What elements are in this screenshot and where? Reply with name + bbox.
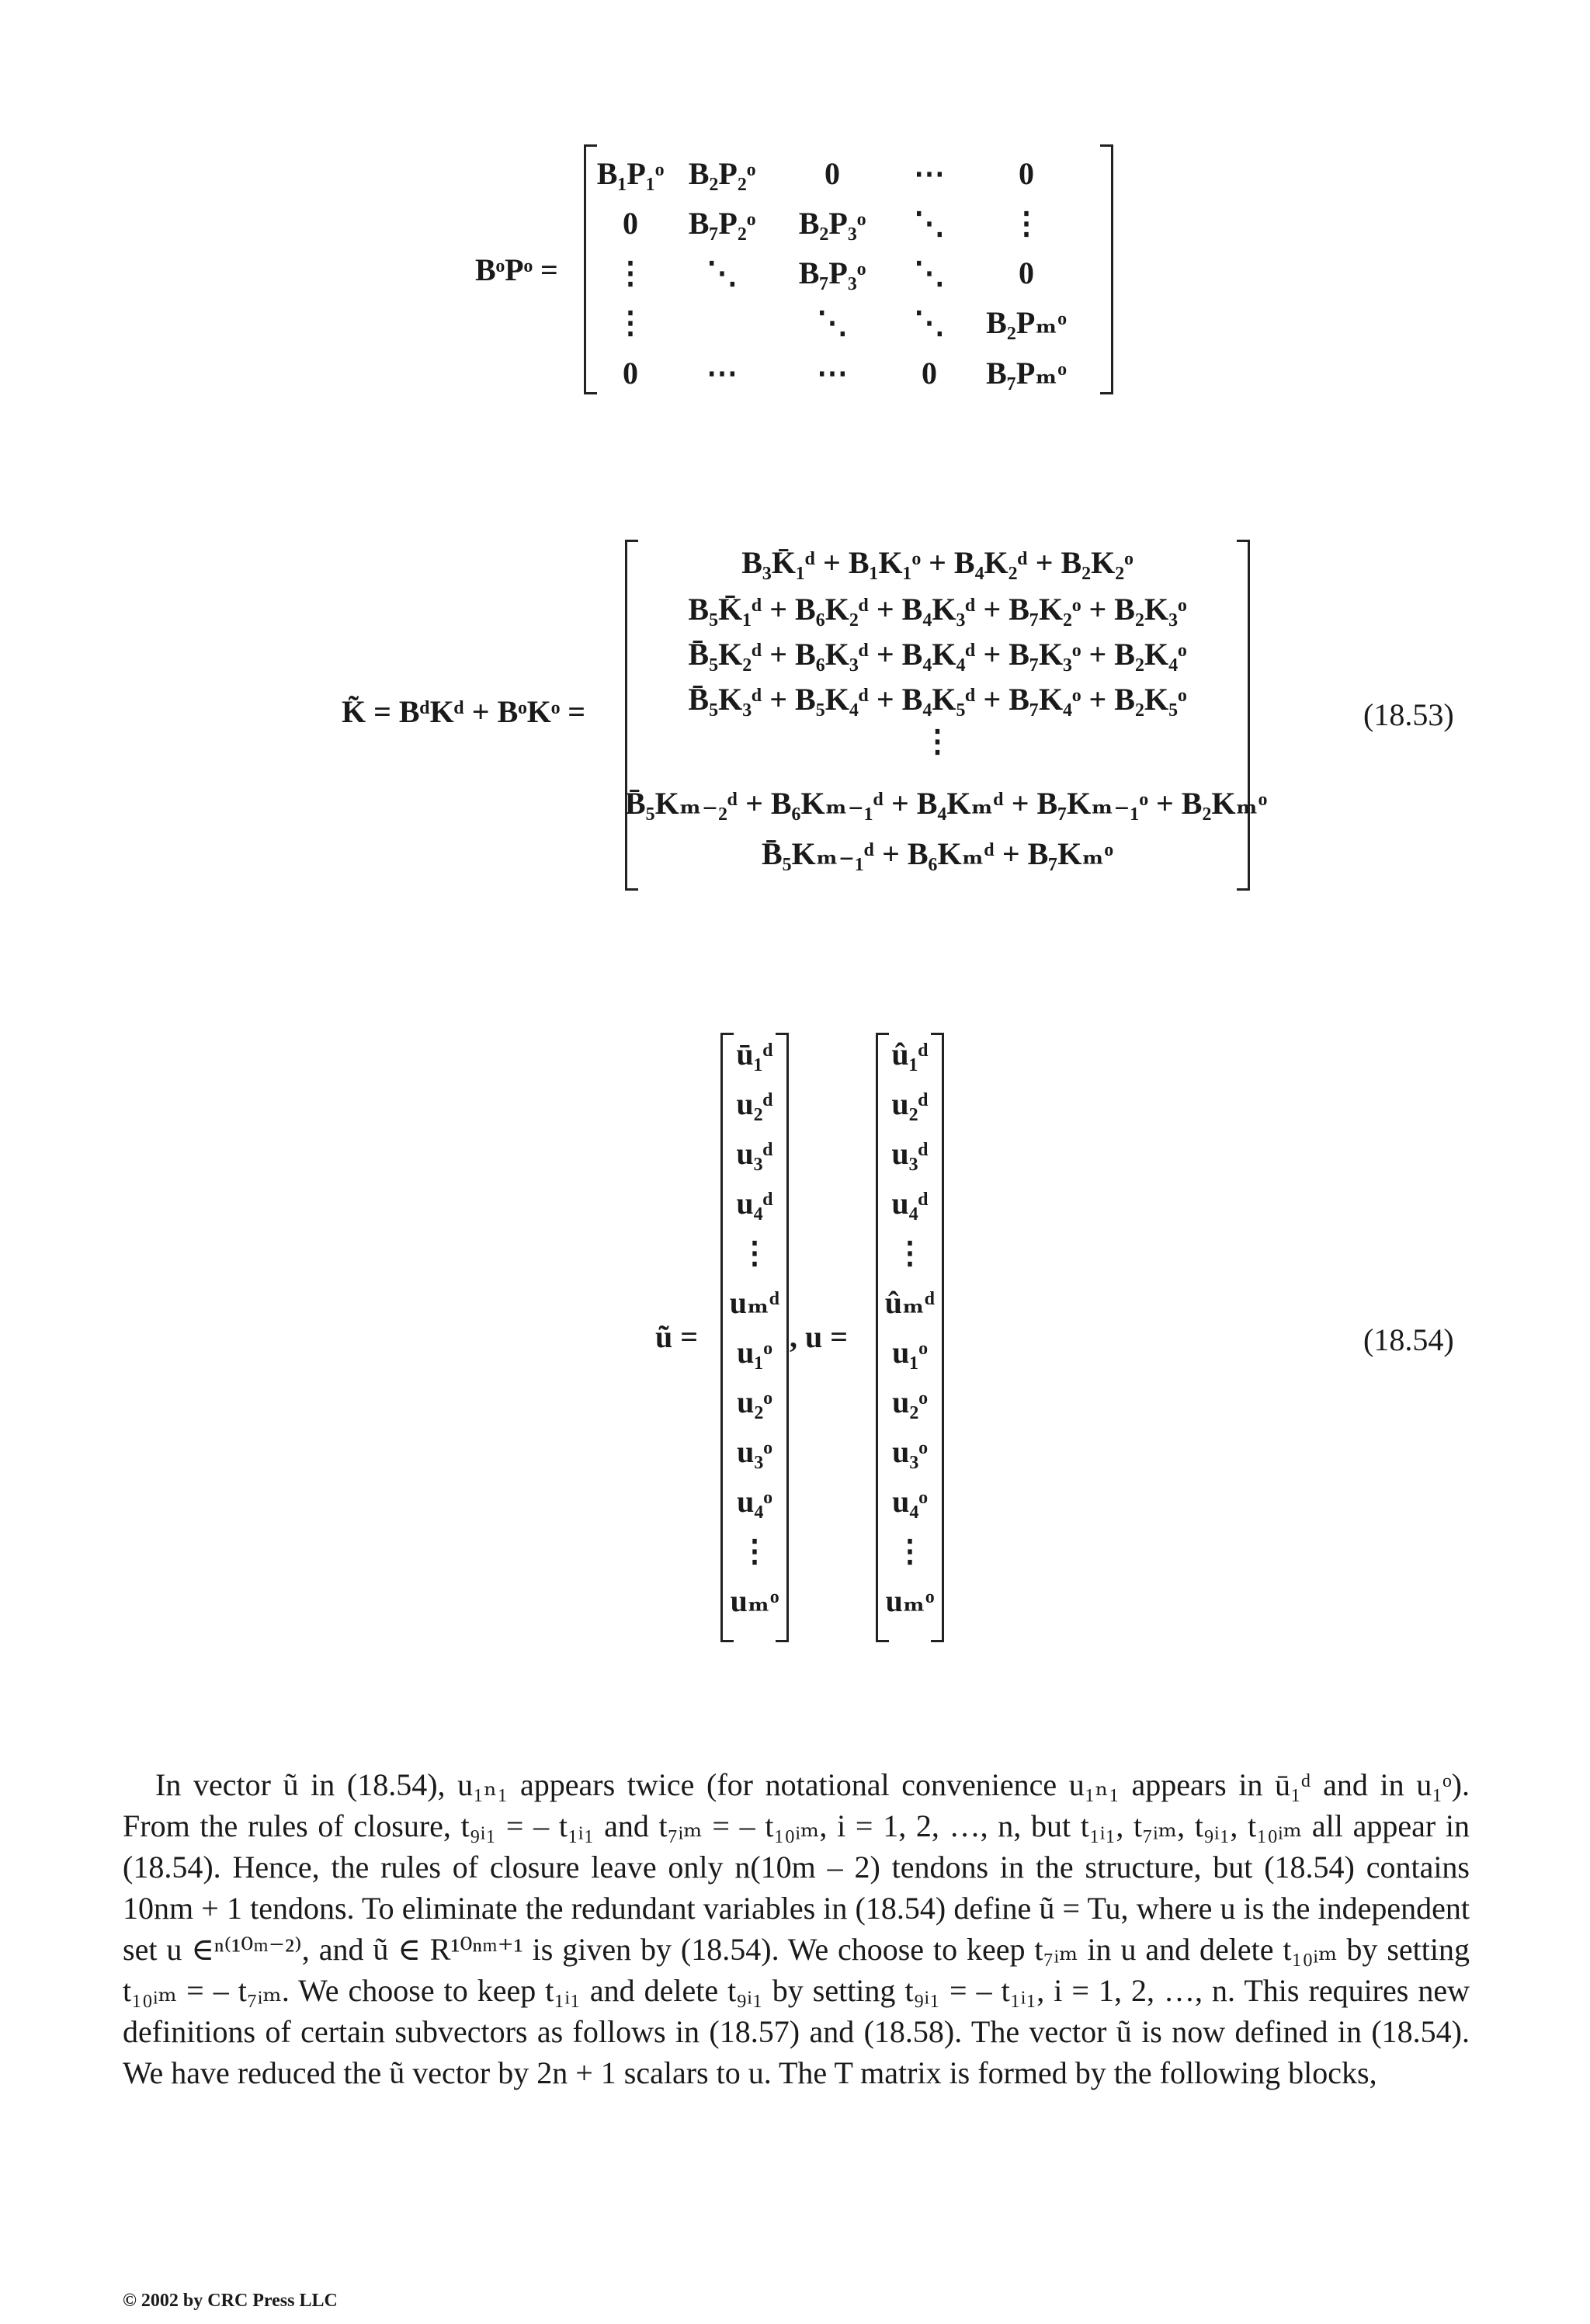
- vector-entry: ûₘᵈ: [884, 1285, 936, 1320]
- body-paragraph: [123, 1764, 1470, 2093]
- vector-entry: ⋮: [894, 1235, 925, 1270]
- bp-matrix: [584, 144, 1113, 394]
- vector-entry: u₄ᵈ: [891, 1186, 929, 1221]
- vector-entry: u₃ᵒ: [737, 1434, 772, 1469]
- vector-entry: u₃ᵈ: [891, 1136, 929, 1171]
- matrix-row: B₃K̄₁ᵈ + B₁K₁ᵒ + B₄K₂ᵈ + B₂K₂ᵒ: [741, 545, 1133, 580]
- matrix-row: B₅K̄₁ᵈ + B₆K₂ᵈ + B₄K₃ᵈ + B₇K₂ᵒ + B₂K₃ᵒ: [688, 592, 1187, 627]
- matrix-cell: B₇P₃ᵒ: [798, 255, 866, 290]
- matrix-cell: 0: [1019, 255, 1034, 290]
- vector-entry: uₘᵈ: [729, 1285, 780, 1320]
- matrix-cell: ⋯: [817, 356, 848, 391]
- matrix-cell: ⋱: [914, 206, 945, 241]
- matrix-cell: 0: [825, 156, 840, 191]
- vector-entry: u₁ᵒ: [737, 1335, 772, 1370]
- matrix-cell: ⋱: [817, 305, 848, 340]
- u-entries: [876, 1033, 944, 1642]
- vector-entry: ⋮: [739, 1534, 770, 1568]
- vector-entry: u₄ᵒ: [737, 1484, 772, 1519]
- bp-grid: [584, 144, 1113, 394]
- vector-entry: u₃ᵒ: [892, 1434, 928, 1469]
- matrix-cell: B₂P₃ᵒ: [798, 206, 866, 241]
- matrix-cell: ⋮: [615, 305, 646, 340]
- vector-entry: u₃ᵈ: [736, 1136, 773, 1171]
- matrix-cell: 0: [922, 356, 937, 391]
- u-vector: [876, 1033, 944, 1642]
- matrix-cell: 0: [623, 206, 638, 241]
- k-lhs: K̃ = BᵈKᵈ + BᵒKᵒ =: [342, 694, 586, 729]
- matrix-cell: ⋮: [1011, 206, 1042, 241]
- matrix-cell: B₁P₁ᵒ: [596, 156, 665, 191]
- vector-entry: u₂ᵈ: [891, 1086, 929, 1121]
- vector-entry: u₄ᵒ: [892, 1484, 928, 1519]
- vector-entry: ⋮: [739, 1235, 770, 1270]
- equation-number-18-54: (18.54): [1363, 1322, 1454, 1357]
- matrix-row: B̄₅K₂ᵈ + B₆K₃ᵈ + B₄K₄ᵈ + B₇K₃ᵒ + B₂K₄ᵒ: [688, 637, 1187, 672]
- vector-entry: ⋮: [894, 1534, 925, 1568]
- matrix-cell: 0: [623, 356, 638, 391]
- equation-number-18-53: (18.53): [1363, 697, 1454, 732]
- vector-entry: uₘᵒ: [730, 1583, 779, 1618]
- matrix-cell: ⋯: [706, 356, 738, 391]
- matrix-row: B̄₅Kₘ₋₁ᵈ + B₆Kₘᵈ + B₇Kₘᵒ: [761, 836, 1114, 871]
- vector-entry: uₘᵒ: [885, 1583, 935, 1618]
- matrix-row: B̄₅K₃ᵈ + B₅K₄ᵈ + B₄K₅ᵈ + B₇K₄ᵒ + B₂K₅ᵒ: [688, 682, 1187, 717]
- k-matrix: [625, 540, 1268, 891]
- matrix-cell: B₂P₂ᵒ: [688, 156, 756, 191]
- matrix-row: B̄₅Kₘ₋₂ᵈ + B₆Kₘ₋₁ᵈ + B₄Kₘᵈ + B₇Kₘ₋₁ᵒ + B₂Kₘᵒ: [625, 786, 1268, 821]
- u-lhs: , u =: [790, 1319, 849, 1354]
- matrix-cell: B₂Pₘᵒ: [986, 305, 1067, 340]
- k-rows: [625, 540, 1268, 891]
- matrix-cell: 0: [1019, 156, 1034, 191]
- vector-entry: u₂ᵈ: [736, 1086, 773, 1121]
- matrix-row: ⋮: [922, 724, 953, 759]
- vector-entry: u₁ᵒ: [892, 1335, 928, 1370]
- matrix-cell: ⋮: [615, 255, 646, 290]
- vector-entry: u₄ᵈ: [736, 1186, 773, 1221]
- u-tilde-vector: [720, 1033, 789, 1642]
- u-tilde-lhs: ũ =: [655, 1319, 699, 1354]
- matrix-cell: B₇P₂ᵒ: [688, 206, 756, 241]
- copyright-footer: © 2002 by CRC Press LLC: [123, 2291, 338, 2311]
- vector-entry: û₁ᵈ: [891, 1037, 929, 1072]
- matrix-cell: ⋯: [914, 156, 945, 191]
- vector-entry: ū₁ᵈ: [736, 1037, 773, 1072]
- vector-entry: u₂ᵒ: [892, 1384, 928, 1419]
- bp-lhs: BᵒPᵒ =: [475, 252, 558, 287]
- u-tilde-entries: [720, 1033, 789, 1642]
- matrix-cell: ⋱: [914, 305, 945, 340]
- matrix-cell: ⋱: [914, 255, 945, 290]
- matrix-cell: B₇Pₘᵒ: [986, 356, 1067, 391]
- vector-entry: u₂ᵒ: [737, 1384, 772, 1419]
- matrix-cell: ⋱: [706, 255, 738, 290]
- paragraph-text: In vector ũ in (18.54), u₁ₙ₁ appears twice (for notational convenience u₁ₙ₁ appears in ū₁ᵈ and in u₁ᵒ). From the rules of closure, t₉ᵢ₁ = – t₁ᵢ₁ and t₇ᵢₘ = – t₁₀ᵢₘ, i = 1, 2, …, n, but t₁ᵢ₁, t₇ᵢₘ, t₉ᵢ₁, t₁₀ᵢₘ all appear in (18.54). Hence, the rules of closure leave only n(10m – 2) tendons in the structure, but (18.54) contains 10nm + 1 tendons. To eliminate the redundant variables in (18.54) define ũ = Tu, where u is the independent set u ∈ⁿ⁽¹⁰ᵐ⁻²⁾, and ũ ∈ R¹⁰ⁿᵐ⁺¹ is given by (18.54). We choose to keep t₇ᵢₘ in u and delete t₁₀ᵢₘ by setting t₁₀ᵢₘ = – t₇ᵢₘ. We choose to keep t₁ᵢ₁ and delete t₉ᵢ₁ by setting t₉ᵢ₁ = – t₁ᵢ₁, i = 1, 2, …, n. This requires new definitions of certain subvectors as follows in (18.57) and (18.58). The vector ũ is now defined in (18.54). We have reduced the ũ vector by 2n + 1 scalars to u. The T matrix is formed by the following blocks,: [123, 1767, 1470, 2090]
